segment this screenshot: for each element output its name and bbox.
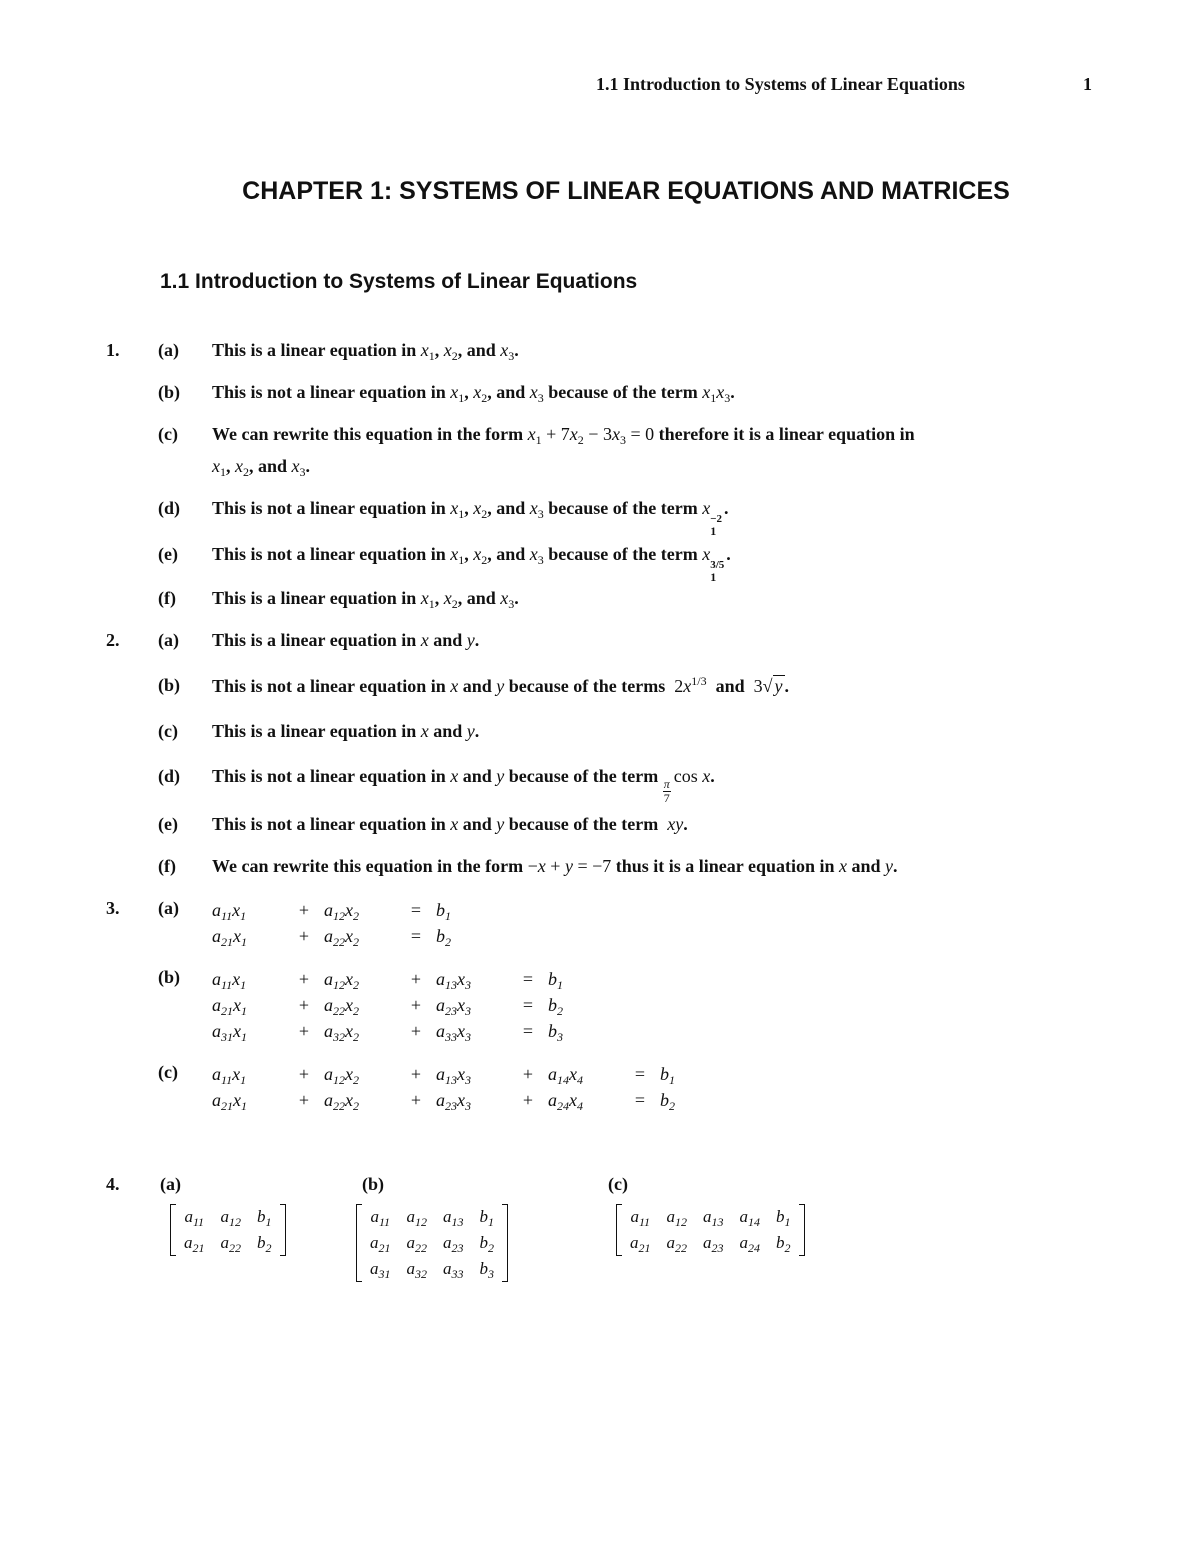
equation-system: $a_{11}x_1$ + $a_{12}x_2$ + $a_{13}x_3$ + $a_{14}x_4$ = $b_1$ $a_{21}x_1$ + $a_{22}x_2$ + $a_{23}x_3$ + $a_{24}x_4$ = $b_2$: [212, 1063, 675, 1113]
problem-number: 4.: [106, 1174, 120, 1194]
page-number: 1: [1083, 74, 1092, 94]
right-bracket: [799, 1204, 805, 1256]
equation-system: $a_{11}x_1$ + $a_{12}x_2$ + $a_{13}x_3$ = $b_1$ $a_{21}x_1$ + $a_{22}x_2$ + $a_{23}x_3$ = $b_2$ $a_{31}x_1$ + $a_{32}x_2$ + $a_{33}x_3$ = $b_3$: [212, 968, 563, 1044]
problem-number: 1.: [106, 340, 120, 360]
part-label: (a): [158, 340, 179, 360]
part-label: (c): [608, 1174, 628, 1194]
answer-text-continued: $x_1$, $x_2$, and $x_3$.: [212, 456, 311, 479]
answer-text: This is not a linear equation in x and y because of the term $\frac{\pi}{7}$ cos x.: [212, 766, 715, 805]
answer-text: This is not a linear equation in $x_1$, $x_2$, and $x_3$ because of the term x 3/5 1 .: [212, 544, 731, 584]
problem-number: 3.: [106, 898, 120, 918]
augmented-matrix: $a_{11}$ $a_{12}$ $b_1$ $a_{21}$ $a_{22}$ $b_2$: [170, 1204, 286, 1256]
answer-text: This is a linear equation in x and y.: [212, 721, 480, 741]
running-header-title: 1.1 Introduction to Systems of Linear Equations: [596, 74, 965, 94]
answer-text: This is a linear equation in $x_1$, $x_2$, and $x_3$.: [212, 588, 519, 611]
part-label: (d): [158, 498, 180, 518]
part-label: (a): [158, 898, 179, 918]
answer-text: We can rewrite this equation in the form −x + y = −7 thus it is a linear equation in x and y.: [212, 856, 898, 876]
answer-text: This is not a linear equation in x and y because of the terms $2x^{1/3}$ and 3√ y .: [212, 674, 789, 696]
part-label: (a): [158, 630, 179, 650]
part-label: (c): [158, 721, 178, 741]
part-label: (f): [158, 588, 176, 608]
augmented-matrix: $a_{11}$ $a_{12}$ $a_{13}$ $a_{14}$ $b_1$ $a_{21}$ $a_{22}$ $a_{23}$ $a_{24}$ $b_2$: [616, 1204, 805, 1256]
answer-text: We can rewrite this equation in the form $x_1 + 7x_2 - 3x_3 = 0$ therefore it is a linear equation in: [212, 424, 915, 447]
answer-text: This is a linear equation in $x_1$, $x_2$, and $x_3$.: [212, 340, 519, 363]
answer-text: This is not a linear equation in $x_1$, $x_2$, and $x_3$ because of the term x −2 1 .: [212, 498, 729, 538]
section-title: 1.1 Introduction to Systems of Linear Equations: [160, 270, 638, 293]
part-label: (a): [160, 1174, 181, 1194]
part-label: (b): [158, 675, 180, 695]
equation-system: $a_{11}x_1$ + $a_{12}x_2$ = $b_1$ $a_{21}x_1$ + $a_{22}x_2$ = $b_2$: [212, 899, 451, 949]
right-bracket: [502, 1204, 508, 1282]
answer-text: This is not a linear equation in x and y because of the term xy.: [212, 814, 688, 834]
augmented-matrix: $a_{11}$ $a_{12}$ $a_{13}$ $b_1$ $a_{21}$ $a_{22}$ $a_{23}$ $b_2$ $a_{31}$ $a_{32}$ $a_{33}$ $b_3$: [356, 1204, 508, 1282]
answer-text: This is not a linear equation in $x_1$, $x_2$, and $x_3$ because of the term $x_1x_3$.: [212, 382, 735, 405]
part-label: (c): [158, 424, 178, 444]
part-label: (b): [158, 967, 180, 987]
part-label: (b): [158, 382, 180, 402]
answer-text: This is a linear equation in x and y.: [212, 630, 480, 650]
part-label: (d): [158, 766, 180, 786]
part-label: (b): [362, 1174, 384, 1194]
problem-number: 2.: [106, 630, 120, 650]
part-label: (f): [158, 856, 176, 876]
chapter-title: CHAPTER 1: SYSTEMS OF LINEAR EQUATIONS AND MATRICES: [242, 177, 1010, 205]
part-label: (c): [158, 1062, 178, 1082]
part-label: (e): [158, 814, 178, 834]
part-label: (e): [158, 544, 178, 564]
right-bracket: [280, 1204, 286, 1256]
